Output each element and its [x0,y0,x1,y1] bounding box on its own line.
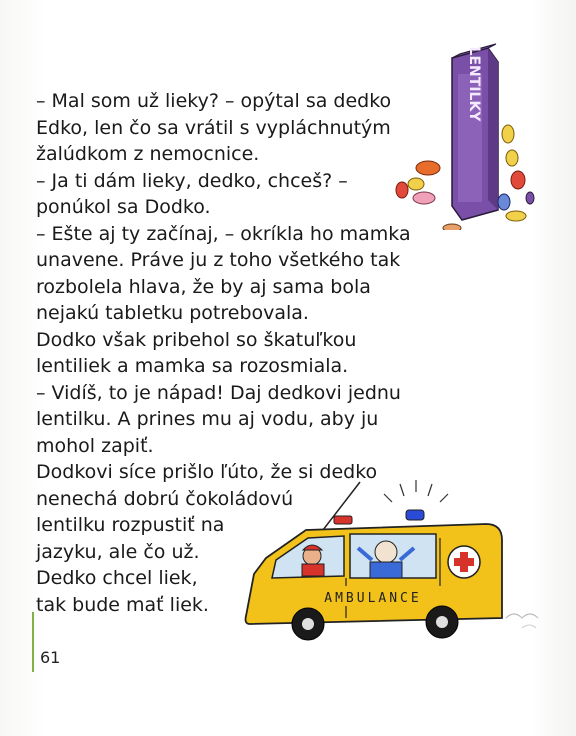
story-line: nenechá dobrú čokoládovú [36,487,294,510]
story-line: lentilku. A prines mu aj vodu, aby ju [36,408,379,430]
story-line: mohol zapiť. [36,434,154,457]
story-line: Dedko chcel liek, [36,567,198,589]
ambulance-illustration [236,478,556,658]
story-line: Dodko však pribehol so škatuľkou [36,328,357,351]
story-line: – Vidíš, to je nápad! Daj dedkovi jednu [36,381,401,404]
story-line: Edko, len čo sa vrátil s vypláchnutým [36,116,391,139]
candy-box-illustration [380,40,540,230]
page-number: 61 [40,648,61,667]
story-line: jazyku, ale čo už. [36,540,200,563]
story-line: Dodkovi síce prišlo ľúto, že si dedko [36,461,378,483]
story-line: lentilku rozpustiť na [36,514,225,536]
story-line: ponúkol sa Dodko. [36,196,211,218]
story-line: unavene. Práve ju z toho všetkého tak [36,249,401,271]
story-line: lentiliek a mamka sa rozosmiala. [36,355,349,377]
story-line: žalúdkom z nemocnice. [36,143,260,165]
story-line: rozbolela hlava, že by aj sama bola [36,275,371,298]
story-line: tak bude mať liek. [36,593,209,616]
story-line: – Ešte aj ty začínaj, – okríkla ho mamka [36,222,411,245]
margin-rule [32,612,34,672]
story-line: nejakú tabletku potrebovala. [36,302,309,324]
candy-box-label: LENTILKY [466,46,482,122]
story-line: – Ja ti dám lieky, dedko, chceš? – [36,169,348,192]
story-line: – Mal som už lieky? – opýtal sa dedko [36,90,392,112]
ambulance-label: AMBULANCE [324,591,422,606]
